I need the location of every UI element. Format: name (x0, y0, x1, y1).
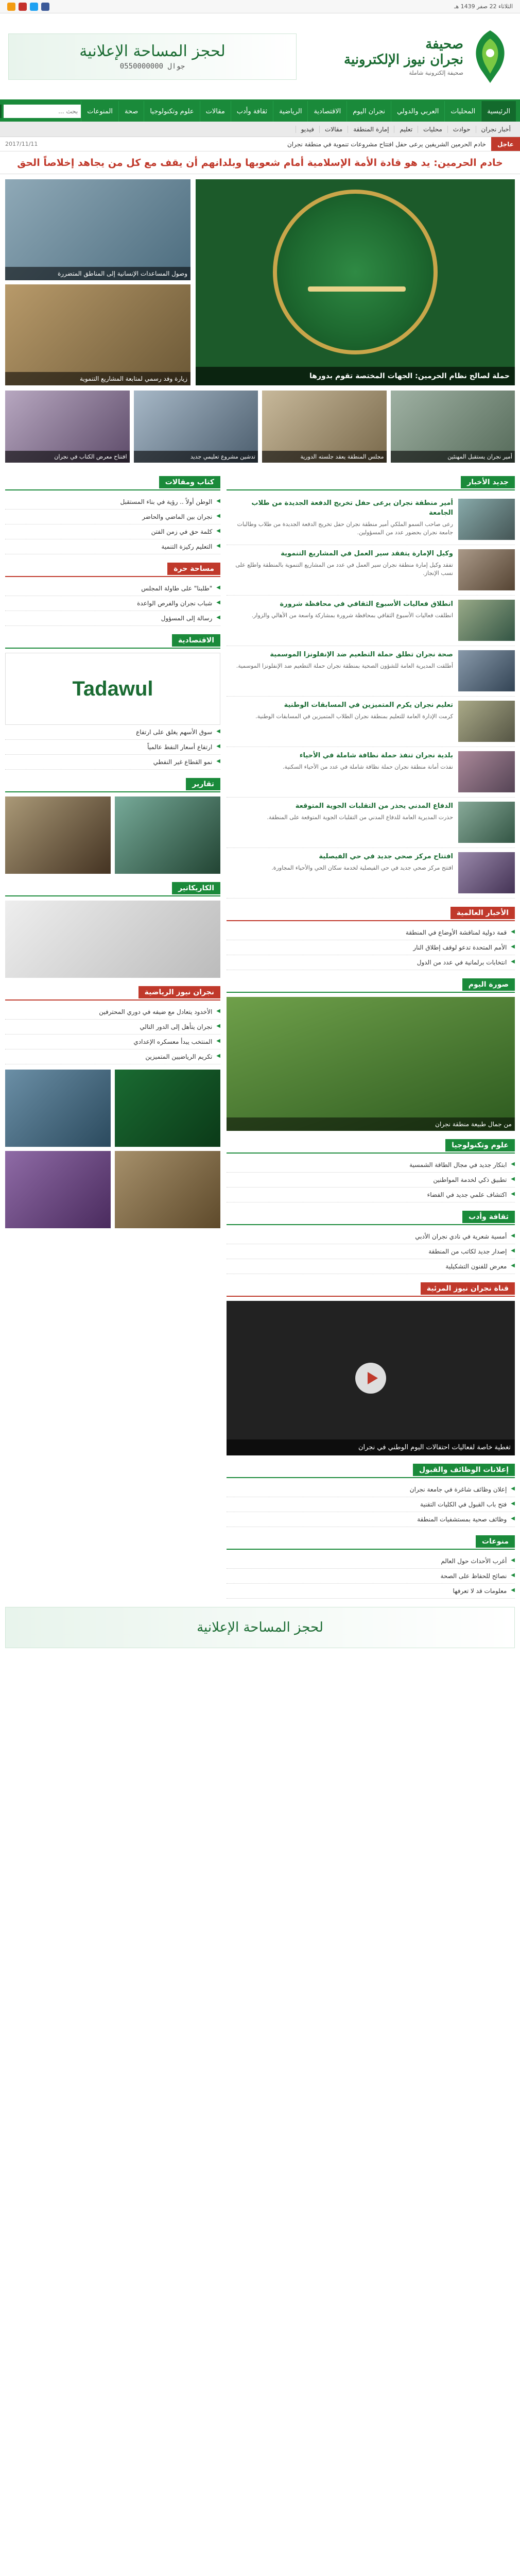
list-item[interactable]: ◀ معرض للفنون التشكيلية (227, 1259, 515, 1274)
header-ad-banner[interactable] (8, 33, 297, 80)
news-summary: حذرت المديرية العامة للدفاع المدني من التقلبات الجوية المتوقعة على المنطقة. (267, 814, 453, 821)
featured-card[interactable] (262, 391, 387, 463)
top-bar (0, 0, 520, 13)
list-item[interactable]: ◀ قمة دولية لمناقشة الأوضاع في المنطقة (227, 925, 515, 940)
list-item[interactable]: ◀ وظائف صحية بمستشفيات المنطقة (227, 1512, 515, 1527)
section-title-opinion: مساحة حرة (167, 563, 220, 575)
list-item[interactable]: ◀ تطبيق ذكي لخدمة المواطنين (227, 1173, 515, 1188)
ad-title: لحجز المساحة الإعلانية (79, 42, 226, 60)
ad-phone: 0550000000 جوال (119, 62, 185, 71)
news-thumb (458, 802, 515, 843)
ticker-text[interactable]: خادم الحرمين الشريفين يرعى حفل افتتاح مشروعات تنموية في منطقة نجران (287, 140, 486, 148)
news-thumb (458, 549, 515, 590)
sports-list (5, 1005, 220, 1064)
featured-caption: افتتاح معرض الكتاب في نجران (5, 451, 130, 463)
section-title-culture: ثقافة وأدب (462, 1211, 515, 1223)
section-title-video: قناة نجران نيوز المرئية (421, 1282, 515, 1295)
nav-item-culture[interactable]: ثقافة وأدب (231, 101, 273, 122)
logo-line-1: صحيفة (425, 37, 463, 52)
section-title (5, 562, 220, 577)
hero-section (0, 174, 520, 391)
hero-side-story[interactable] (5, 179, 190, 280)
jobs-list (227, 1482, 515, 1527)
list-item[interactable]: ◀ تكريم الرياضيين المتميزين (5, 1049, 220, 1064)
nav-item-economy[interactable]: الاقتصادية (307, 101, 346, 122)
bottom-ad-banner[interactable]: لحجز المساحة الإعلانية (5, 1607, 515, 1648)
news-summary: كرمت الإدارة العامة للتعليم بمنطقة نجران الطلاب المتميزين في المسابقات الوطنية. (255, 713, 453, 720)
list-item[interactable]: ◀ إعلان وظائف شاغرة في جامعة نجران (227, 1482, 515, 1497)
list-item[interactable]: ◀ نجران بين الماضي والحاضر (5, 510, 220, 524)
news-thumb (458, 751, 515, 792)
news-summary: رعى صاحب السمو الملكي أمير منطقة نجران حفل تخريج الدفعة الجديدة من طلاب وطالبات جامعة نجران بحضور عدد من المسؤولين. (237, 520, 453, 536)
list-item[interactable]: ◀ التعليم ركيزة التنمية (5, 539, 220, 554)
news-title: الدفاع المدني يحذر من التقلبات الجوية المتوقعة (295, 802, 453, 810)
section-title-caricature: الكاريكاتير (172, 882, 220, 894)
side-photos (5, 1070, 220, 1228)
list-item[interactable]: ◀ الأمم المتحدة تدعو لوقف إطلاق النار (227, 940, 515, 955)
header (0, 13, 520, 101)
subnav-item[interactable]: أخبار نجران (476, 126, 516, 133)
economy-list (5, 725, 220, 770)
sub-nav (0, 122, 520, 137)
section-title-misc: منوعات (476, 1535, 515, 1548)
hero-side (5, 179, 190, 385)
nav-item-najran-today[interactable]: نجران اليوم (346, 101, 391, 122)
main-column (227, 468, 515, 1599)
featured-card[interactable] (134, 391, 258, 463)
main-headline[interactable]: خادم الحرمين: يد هو قادة الأمة الإسلامية أمام شعوبها وبلدانهم أن يقف مع كل من يجاهد إخلاصاً الحق (0, 151, 520, 174)
list-item[interactable]: ◀ الأخدود يتعادل مع ضيفه في دوري المحترفين (5, 1005, 220, 1020)
list-item[interactable]: ◀ كلمة حق في زمن الفتن (5, 524, 220, 539)
list-item[interactable]: ◀ "طلبنا" على طاولة المجلس (5, 581, 220, 596)
news-summary: افتتح مركز صحي جديد في حي الفيصلية لخدمة سكان الحي والأحياء المجاورة. (271, 864, 453, 871)
section-title (227, 1534, 515, 1550)
section-title (227, 906, 515, 921)
content-area (0, 468, 520, 1599)
youtube-icon[interactable] (19, 3, 27, 11)
nav-item-misc[interactable]: المنوعات (81, 101, 118, 122)
news-summary: انطلقت فعاليات الأسبوع الثقافي بمحافظة شرورة بمشاركة واسعة من الأهالي والزوار. (251, 612, 453, 619)
list-item[interactable]: ◀ انتخابات برلمانية في عدد من الدول (227, 955, 515, 970)
video-player[interactable] (227, 1301, 515, 1455)
news-title: افتتاح مركز صحي جديد في حي الفيصلية (319, 853, 453, 860)
news-item[interactable] (227, 495, 515, 545)
section-title (5, 633, 220, 649)
list-item[interactable]: ◀ نجران يتأهل إلى الدور التالي (5, 1020, 220, 1035)
hero-side-caption: وصول المساعدات الإنسانية إلى المناطق المتضررة (5, 267, 190, 280)
side-column (5, 468, 220, 1599)
section-title (227, 475, 515, 490)
news-item[interactable] (227, 545, 515, 596)
news-ticker (0, 137, 520, 151)
nav-search (0, 101, 81, 122)
photo-caption: من جمال طبيعة منطقة نجران (227, 1117, 515, 1131)
play-icon[interactable] (355, 1363, 386, 1394)
section-title-economy: الاقتصادية (172, 634, 220, 647)
section-title-science: علوم وتكنولوجيا (445, 1139, 515, 1151)
section-title (5, 985, 220, 1001)
list-item[interactable]: ◀ فتح باب القبول في الكليات التقنية (227, 1497, 515, 1512)
news-thumb (458, 852, 515, 893)
report-card[interactable] (115, 796, 220, 874)
news-summary: أطلقت المديرية العامة للشؤون الصحية بمنطقة نجران حملة التطعيم ضد الإنفلونزا الموسمية. (236, 662, 453, 669)
list-item[interactable]: ◀ معلومات قد لا تعرفها (227, 1584, 515, 1599)
ticker-date: 2017/11/11 (5, 141, 38, 147)
search-input[interactable] (4, 105, 81, 118)
section-title-world: الأخبار العالمية (450, 907, 515, 919)
logo-tagline: صحيفة إلكترونية شاملة (409, 70, 463, 76)
news-thumb (458, 650, 515, 691)
hero-side-story[interactable] (5, 284, 190, 385)
subnav-item[interactable]: إمارة المنطقة (348, 126, 394, 133)
reports-grid (5, 796, 220, 874)
facebook-icon[interactable] (41, 3, 49, 11)
news-item[interactable] (227, 646, 515, 697)
news-item[interactable] (227, 697, 515, 747)
section-title-sports: نجران نيوز الرياضية (138, 986, 220, 998)
featured-card[interactable] (5, 391, 130, 463)
twitter-icon[interactable] (30, 3, 38, 11)
featured-strip (0, 391, 520, 468)
section-title-photo: صورة اليوم (462, 978, 515, 991)
list-item[interactable]: ◀ أمسية شعرية في نادي نجران الأدبي (227, 1229, 515, 1244)
section-title (227, 1463, 515, 1478)
nav-item-sports[interactable]: الرياضية (273, 101, 307, 122)
tadawul-logo: Tadawul (72, 677, 153, 700)
side-photo[interactable] (115, 1151, 220, 1228)
news-title: وكيل الإمارة يتفقد سير العمل في المشاريع التنموية (281, 550, 453, 557)
section-title (227, 1281, 515, 1297)
news-thumb (458, 701, 515, 742)
featured-card[interactable] (391, 391, 515, 463)
list-item[interactable]: ◀ ارتفاع أسعار النفط عالمياً (5, 740, 220, 755)
featured-caption: مجلس المنطقة يعقد جلسته الدورية (262, 451, 387, 463)
top-date: الثلاثاء 22 صفر 1439 هـ (454, 3, 513, 10)
side-photo[interactable] (5, 1070, 111, 1147)
nav-item-articles[interactable]: مقالات (200, 101, 231, 122)
list-item[interactable]: ◀ أغرب الأحداث حول العالم (227, 1554, 515, 1569)
hero-main-story[interactable] (196, 179, 515, 385)
featured-caption: أمير نجران يستقبل المهنئين (391, 451, 515, 463)
section-title-jobs: إعلانات الوظائف والقبول (413, 1464, 515, 1476)
list-item[interactable]: ◀ إصدار جديد لكاتب من المنطقة (227, 1244, 515, 1259)
section-title-writers: كتاب ومقالات (159, 476, 220, 488)
list-item[interactable]: ◀ الوطن أولاً .. رؤية في بناء المستقبل (5, 495, 220, 510)
list-item[interactable]: ◀ ابتكار جديد في مجال الطاقة الشمسية (227, 1158, 515, 1173)
opinion-list (5, 581, 220, 626)
section-title-reports: تقارير (186, 778, 220, 790)
section-title (5, 881, 220, 896)
news-title: تعليم نجران يكرم المتميزين في المسابقات الوطنية (284, 701, 453, 709)
section-title (227, 1138, 515, 1154)
news-title: انطلاق فعاليات الأسبوع الثقافي في محافظة شرورة (280, 600, 453, 608)
report-card[interactable] (5, 796, 111, 874)
section-title (227, 977, 515, 993)
list-item[interactable]: ◀ اكتشاف علمي جديد في الفضاء (227, 1188, 515, 1202)
photo-of-day[interactable] (227, 997, 515, 1131)
news-title: أمير منطقة نجران يرعى حفل تخريج الدفعة الجديدة من طلاب الجامعة (251, 499, 453, 517)
misc-list (227, 1554, 515, 1599)
nav-item-local[interactable]: المحليات (444, 101, 481, 122)
news-thumb (458, 499, 515, 540)
news-summary: نفذت أمانة منطقة نجران حملة نظافة شاملة في عدد من الأحياء السكنية. (282, 763, 453, 770)
section-title (227, 1210, 515, 1225)
subnav-item[interactable]: محليات (418, 126, 447, 133)
site-logo[interactable] (344, 28, 512, 85)
list-item[interactable]: ◀ سوق الأسهم يغلق على ارتفاع (5, 725, 220, 740)
news-thumb (458, 600, 515, 641)
subnav-item[interactable]: تعليم (394, 126, 418, 133)
list-item[interactable]: ◀ شباب نجران والفرص الواعدة (5, 596, 220, 611)
main-nav (0, 101, 520, 122)
social-links (7, 3, 49, 11)
science-list (227, 1158, 515, 1202)
side-photo[interactable] (115, 1070, 220, 1147)
news-summary: تفقد وكيل إمارة منطقة نجران سير العمل في عدد من المشاريع التنموية بالمنطقة واطلع على نسب الإنجاز. (235, 561, 453, 577)
rss-icon[interactable] (7, 3, 15, 11)
news-item[interactable] (227, 596, 515, 646)
news-item[interactable] (227, 798, 515, 848)
news-item[interactable] (227, 848, 515, 899)
side-photo[interactable] (5, 1151, 111, 1228)
culture-list (227, 1229, 515, 1274)
subnav-item[interactable]: حوادث (447, 126, 476, 133)
list-item[interactable]: ◀ نصائح للحفاظ على الصحة (227, 1569, 515, 1584)
list-item[interactable]: ◀ المنتخب يبدأ معسكره الإعدادي (5, 1035, 220, 1049)
section-title (5, 777, 220, 792)
section-title-latest: جديد الأخبار (461, 476, 515, 488)
news-title: صحة نجران تطلق حملة التطعيم ضد الإنفلونزا الموسمية (270, 651, 453, 658)
nav-item-home[interactable]: الرئيسية (481, 101, 516, 122)
caricature-image[interactable] (5, 901, 220, 978)
subnav-item[interactable]: فيديو (296, 126, 319, 133)
hero-caption: حملة لصالح نظام الحرمين: الجهات المختصة تقوم بدورها (196, 367, 515, 385)
tadawul-widget[interactable] (5, 653, 220, 725)
section-title (5, 475, 220, 490)
news-title: بلدية نجران تنفذ حملة نظافة شاملة في الأحياء (299, 752, 453, 759)
list-item[interactable]: ◀ نمو القطاع غير النفطي (5, 755, 220, 770)
writers-list (5, 495, 220, 554)
search-icon[interactable] (0, 105, 2, 118)
video-caption: تغطية خاصة لفعاليات احتفالات اليوم الوطني في نجران (227, 1439, 515, 1455)
nav-item-world[interactable]: العربي والدولي (391, 101, 444, 122)
nav-item-science[interactable]: علوم وتكنولوجيا (144, 101, 199, 122)
hero-side-caption: زيارة وفد رسمي لمتابعة المشاريع التنموية (5, 372, 190, 385)
news-item[interactable] (227, 747, 515, 798)
logo-line-2: نجران نيوز الإلكترونية (344, 52, 463, 67)
subnav-item[interactable]: مقالات (319, 126, 348, 133)
featured-caption: تدشين مشروع تعليمي جديد (134, 451, 258, 463)
list-item[interactable]: ◀ رسالة إلى المسؤول (5, 611, 220, 626)
nav-item-health[interactable]: صحة (118, 101, 144, 122)
emblem-icon (273, 190, 438, 354)
ticker-label: عاجل (491, 137, 520, 151)
world-list (227, 925, 515, 970)
logo-mark-icon (469, 28, 512, 85)
